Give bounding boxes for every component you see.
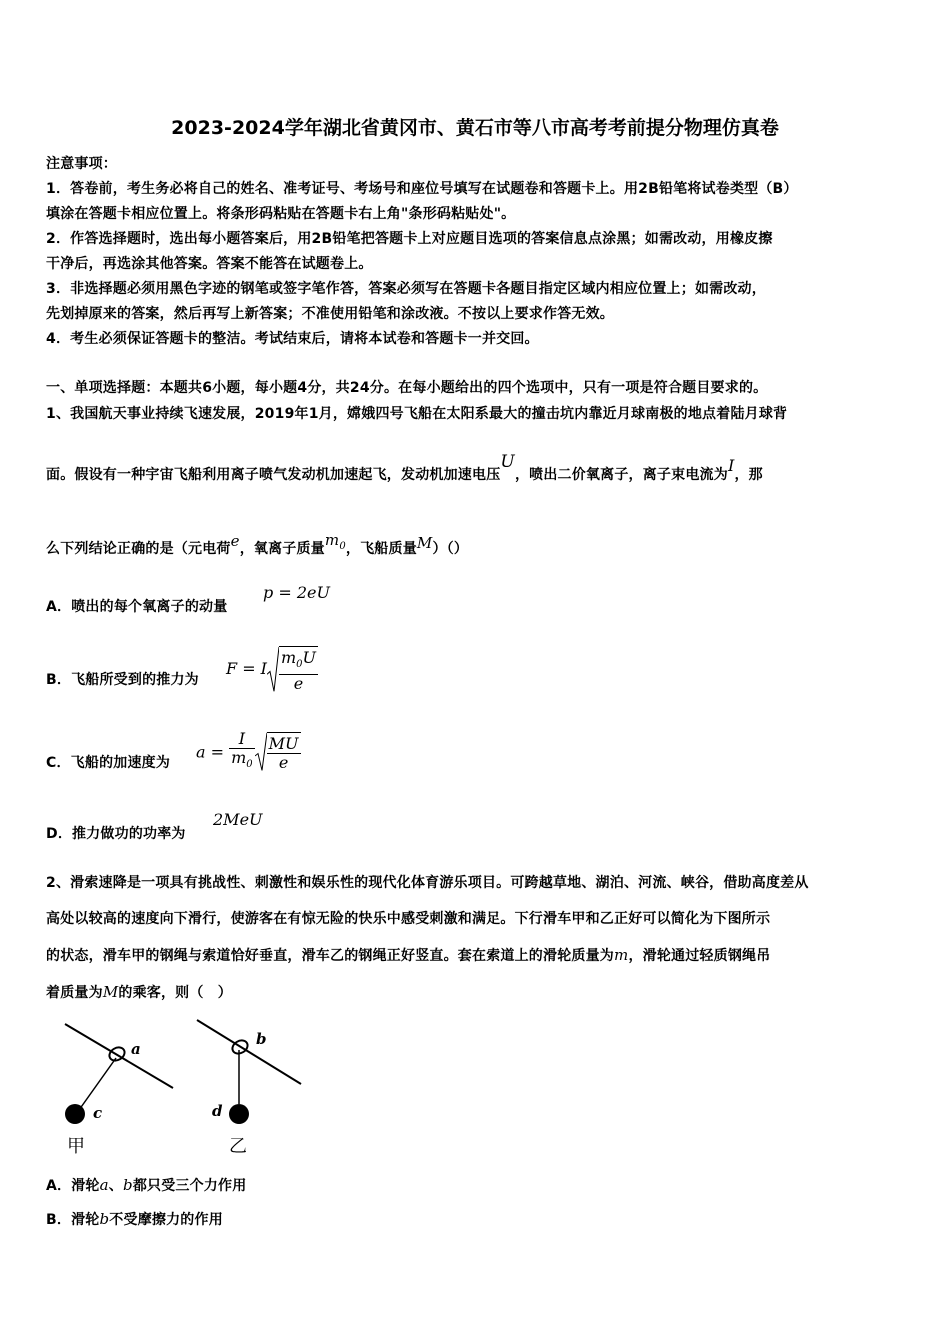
notice-line: 1．答卷前，考生务必将自己的姓名、准考证号、考场号和座位号填写在试题卷和答题卡上。用2B铅笔将试卷类型（B）	[46, 181, 798, 197]
passenger-c	[65, 1104, 85, 1124]
rope-a	[79, 1058, 116, 1110]
q1-option-b-formula: F = I $\frac{m_0U}{e}$	[226, 648, 317, 694]
notice-line: 3．非选择题必须用黑色字迹的钢笔或签字笔作答，答案必须写在答题卡各题目指定区域内相应位置上；如需改动，	[46, 281, 766, 297]
notice-line: 先划掉原来的答案，然后再写上新答案；不准使用铅笔和涂改液。不按以上要求作答无效。	[46, 306, 614, 322]
section-heading: 一、单项选择题：本题共6小题，每小题4分，共24分。在每小题给出的四个选项中，只有一项是符合题目要求的。	[46, 380, 768, 396]
q1-option-d-formula: 2MeU	[213, 810, 263, 829]
notice-line: 干净后，再选涂其他答案。答案不能答在试题卷上。	[46, 256, 373, 272]
q2-stem-line: 着质量为M的乘客，则（ ）	[46, 983, 232, 1001]
label-b: b	[256, 1030, 267, 1048]
label-a: a	[131, 1040, 141, 1058]
current-symbol: I	[727, 456, 735, 475]
notice-line: 填涂在答题卡相应位置上。将条形码粘贴在答题卡右上角"条形码粘贴处"。	[46, 206, 516, 222]
q1-stem-line: 么下列结论正确的是（元电荷e，氧离子质量$m_0$，飞船质量M）（）	[46, 531, 469, 557]
ship-mass-symbol: M	[416, 534, 433, 552]
q2-stem-line: 高处以较高的速度向下滑行，使游客在有惊无险的快乐中感受刺激和满足。下行滑车甲和乙正好可以简化为下图所示	[46, 911, 771, 927]
voltage-symbol: U	[500, 452, 515, 472]
caption-yi: 乙	[229, 1136, 247, 1157]
pulley-diagram	[55, 1012, 315, 1160]
q1-stem-line: 面。假设有一种宇宙飞船利用离子喷气发动机加速起飞，发动机加速电压U，喷出二价氧离子，离子束电流为I，那	[46, 452, 763, 483]
q2-stem-line: 2、滑索速降是一项具有挑战性、刺激性和娱乐性的现代化体育游乐项目。可跨越草地、湖泊、河流、峡谷，借助高度差从	[46, 875, 809, 891]
caption-jia: 甲	[67, 1136, 85, 1157]
q1-option-c: C．飞船的加速度为	[46, 755, 171, 771]
q1-option-b: B．飞船所受到的推力为	[46, 672, 199, 688]
q1-option-a: A．喷出的每个氧离子的动量	[46, 599, 228, 615]
q2-option-a: A．滑轮a、b都只受三个力作用	[46, 1176, 247, 1194]
charge-symbol: e	[230, 532, 240, 550]
q1-option-d: D．推力做功的功率为	[46, 826, 186, 842]
cable-right	[197, 1020, 301, 1084]
label-d: d	[212, 1102, 223, 1120]
q1-option-a-formula: p = 2eU	[263, 583, 330, 602]
passenger-d	[229, 1104, 249, 1124]
q2-option-b: B．滑轮b不受摩擦力的作用	[46, 1210, 223, 1228]
label-c: c	[93, 1104, 103, 1122]
ion-mass-symbol: $m_0$	[324, 531, 346, 552]
q2-stem-line: 的状态，滑车甲的钢绳与索道恰好垂直，滑车乙的钢绳正好竖直。套在索道上的滑轮质量为m，滑轮通过轻质钢绳吊	[46, 946, 771, 964]
notice-line: 4．考生必须保证答题卡的整洁。考试结束后，请将本试卷和答题卡一并交回。	[46, 331, 539, 347]
notice-heading: 注意事项：	[46, 156, 117, 172]
q1-stem-line: 1、我国航天事业持续飞速发展，2019年1月，嫦娥四号飞船在太阳系最大的撞击坑内靠近月球南极的地点着陆月球背	[46, 406, 788, 422]
page-title: 2023-2024学年湖北省黄冈市、黄石市等八市高考考前提分物理仿真卷	[171, 117, 779, 139]
notice-line: 2．作答选择题时，选出每小题答案后，用2B铅笔把答题卡上对应题目选项的答案信息点涂黑；如需改动，用橡皮擦	[46, 231, 773, 247]
cable-left	[65, 1024, 173, 1088]
q1-option-c-formula: a = $\frac{I}{m_0}$ $\frac{MU}{e}$	[196, 729, 299, 773]
